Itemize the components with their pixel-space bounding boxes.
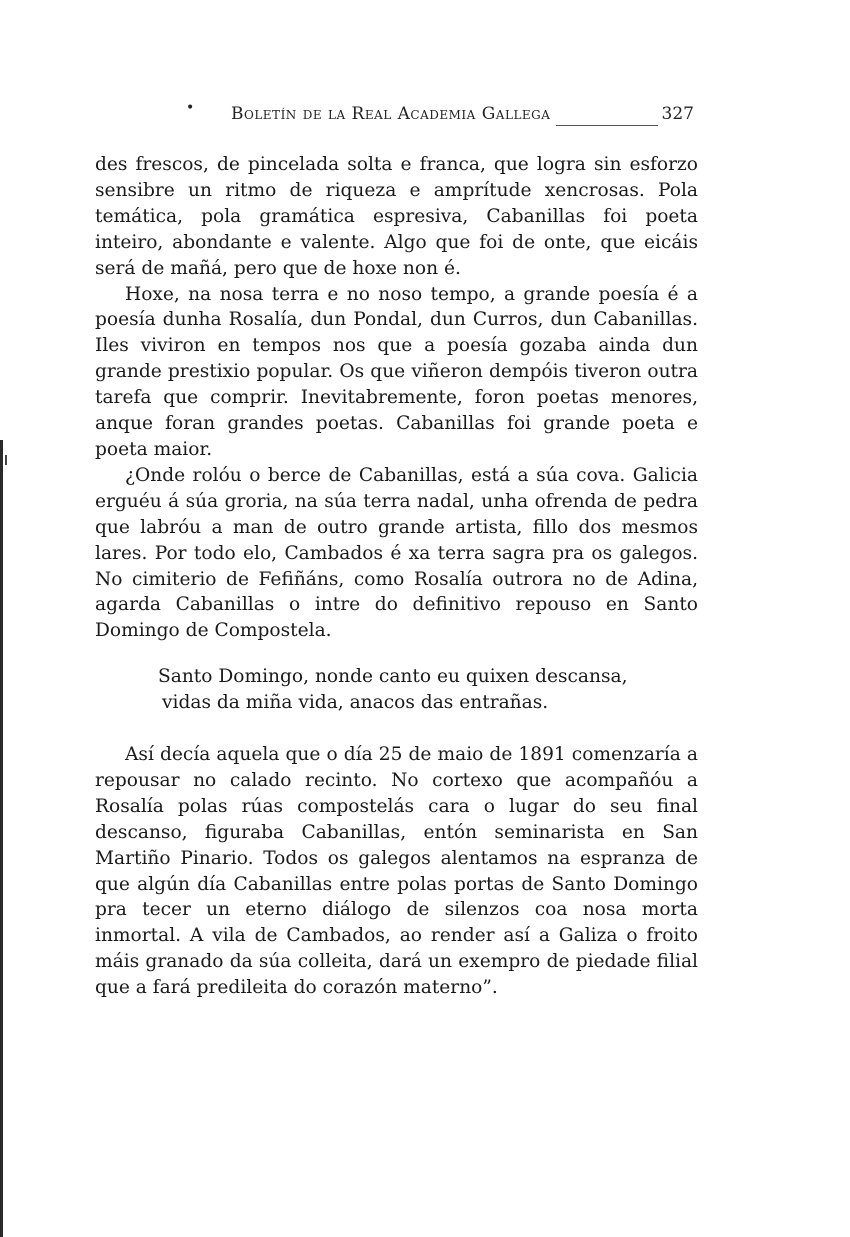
paragraph-4: Así decía aquela que o día 25 de maio de 1891 comenzaría a repousar no calado recinto. No cortexo que acompañóu a Rosalía polas rúas compostelás cara o lugar do seu final descanso, figuraba Cabanillas, entón seminarista en San Martiño Pinario. Todos os galegos alentamos na espranza de que algún día Cabanillas entre polas portas de Santo Domingo pra tecer un eterno diálogo de silenzos coa nosa morta inmortal. A vila de Cambados, ao render así a Galiza o froito máis granado da súa colleita, dará un exempro de piedade filial que a fará predileita do corazón materno”. <box>95 744 698 999</box>
page-number: 327 <box>661 104 694 124</box>
journal-title: Boletín de la Real Academia Gallega <box>231 104 551 124</box>
closing-text <box>95 742 698 1001</box>
verse-quote <box>158 664 698 716</box>
header-rule <box>556 125 658 126</box>
scan-mark <box>5 455 7 465</box>
paragraph-1: des frescos, de pincelada solta e franca, que logra sin esforzo sensibre un ritmo de riqueza e amprítude xencrosas. Pola temática, pola gramática espresiva, Cabanillas foi poeta inteiro, abondante e valente. Algo que foi de onte, que eicáis será de mañá, pero que de hoxe non é. <box>95 154 698 279</box>
verse-line-1: Santo Domingo, nonde canto eu quixen descansa, <box>158 666 628 687</box>
scan-edge-shadow <box>0 440 3 1237</box>
paragraph-2: Hoxe, na nosa terra e no noso tempo, a grande poesía é a poesía dunha Rosalía, dun Pondal, dun Curros, dun Cabanillas. Iles viviron en tempos nos que a poesía gozaba ainda dun grande prestixio popular. Os que viñeron dempóis tiveron outra tarefa que comprir. Inevitabremente, foron poetas menores, anque foran grandes poetas. Cabanillas foi grande poeta e poeta maior. <box>95 283 698 460</box>
header-bullet: • <box>186 100 195 116</box>
main-text <box>95 152 698 644</box>
paragraph-3: ¿Onde rolóu o berce de Cabanillas, está a súa cova. Galicia erguéu á súa groria, na súa terra nadal, unha ofrenda de pedra que labróu a man de outro grande artista, fillo dos mesmos lares. Por todo elo, Cambados é xa terra sagra pra os galegos. No cimiterio de Fefiñáns, como Rosalía outrora no de Adina, agarda Cabanillas o intre do definitivo repouso en Santo Domingo de Compostela. <box>95 464 698 642</box>
verse-line-2: vidas da miña vida, anacos das entrañas. <box>162 691 549 713</box>
running-header <box>186 100 698 130</box>
